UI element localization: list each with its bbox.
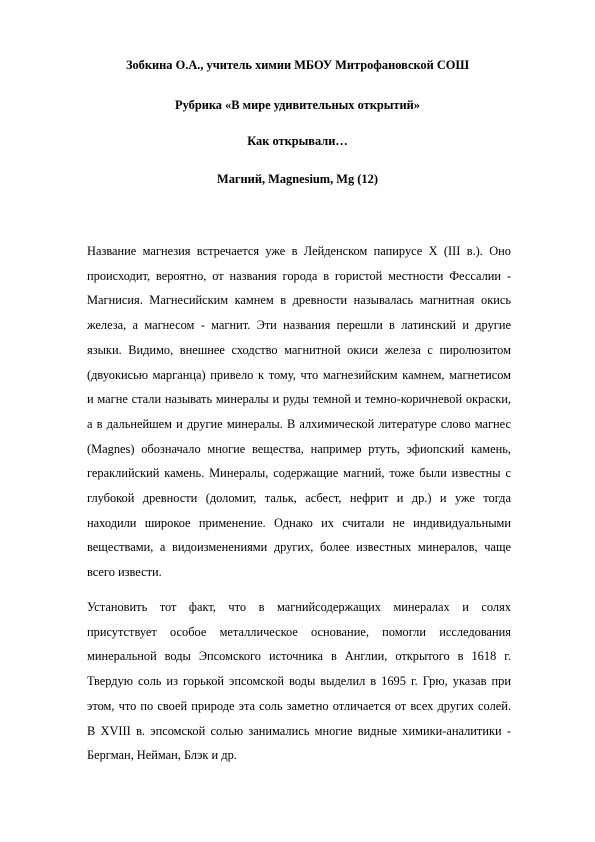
paragraph-line: минеральной воды Эпсомского источника в Англии, открытого в 1618 г. — [87, 649, 511, 664]
paragraph-line: языки. Видимо, внешнее сходство магнитной окиси железа с пиролюзитом — [87, 342, 511, 357]
article-subtitle: Как открывали… — [247, 134, 348, 148]
paragraph-line: (двуокисью марганца) привело к тому, что магнезийским камнем, магнетисом — [87, 367, 511, 382]
paragraph-line: веществами, а видоизменениями других, более известных минералов, чаще — [87, 540, 511, 555]
paragraph-line: железа, а магнесом - магнит. Эти названия перешли в латинский и другие — [87, 318, 511, 333]
paragraph-line: этом, что по своей природе эта соль заметно отличается от всех других солей. — [87, 698, 511, 713]
paragraph-line: происходит, вероятно, от названия города в гористой местности Фессалии - — [87, 268, 511, 283]
paragraph-line: гераклийский камень. Минералы, содержащие магний, тоже были известны с — [87, 466, 511, 481]
paragraph-line: и магне стали называть минералы и руды темной и темно-коричневой окраски, — [87, 392, 511, 407]
paragraph-line: Магнисия. Магнесийским камнем в древности называлась магнитная окись — [87, 293, 511, 308]
paragraph-line: находили широкое применение. Однако их считали не индивидуальными — [87, 515, 511, 530]
element-title: Магний, Magnesium, Mg (12) — [217, 172, 378, 186]
author-line: Зобкина О.А., учитель химии МБОУ Митрофановской СОШ — [125, 58, 470, 72]
paragraph-line: Установить тот факт, что в магнийсодержащих минералах и солях — [87, 600, 511, 614]
paragraph-line: В XVIII в. эпсомской солью занимались многие видные химики-аналитики - — [87, 723, 511, 738]
paragraph-line: Твердую соль из горькой эпсомской воды выделил в 1695 г. Грю, указав при — [87, 674, 511, 689]
rubric-title: Рубрика «В мире удивительных открытий» — [175, 98, 420, 112]
paragraph-line: а в дальнейшем и другие минералы. В алхимической литературе слово магнес — [87, 416, 511, 431]
paragraph-line: Бергман, Нейман, Блэк и др. — [87, 748, 237, 763]
paragraph-line: Название магнезия встречается уже в Лейденском папирусе Х (III в.). Оно — [87, 244, 511, 258]
paragraph-line: глубокой древности (доломит, тальк, асбест, нефрит и др.) и уже тогда — [87, 491, 511, 505]
paragraph-line: (Magnes) обозначало многие вещества, например ртуть, эфиопский камень, — [87, 441, 511, 456]
paragraph-line: присутствует особое металлическое основание, помогли исследования — [87, 624, 511, 639]
paragraph-line: всего извести. — [87, 565, 162, 580]
